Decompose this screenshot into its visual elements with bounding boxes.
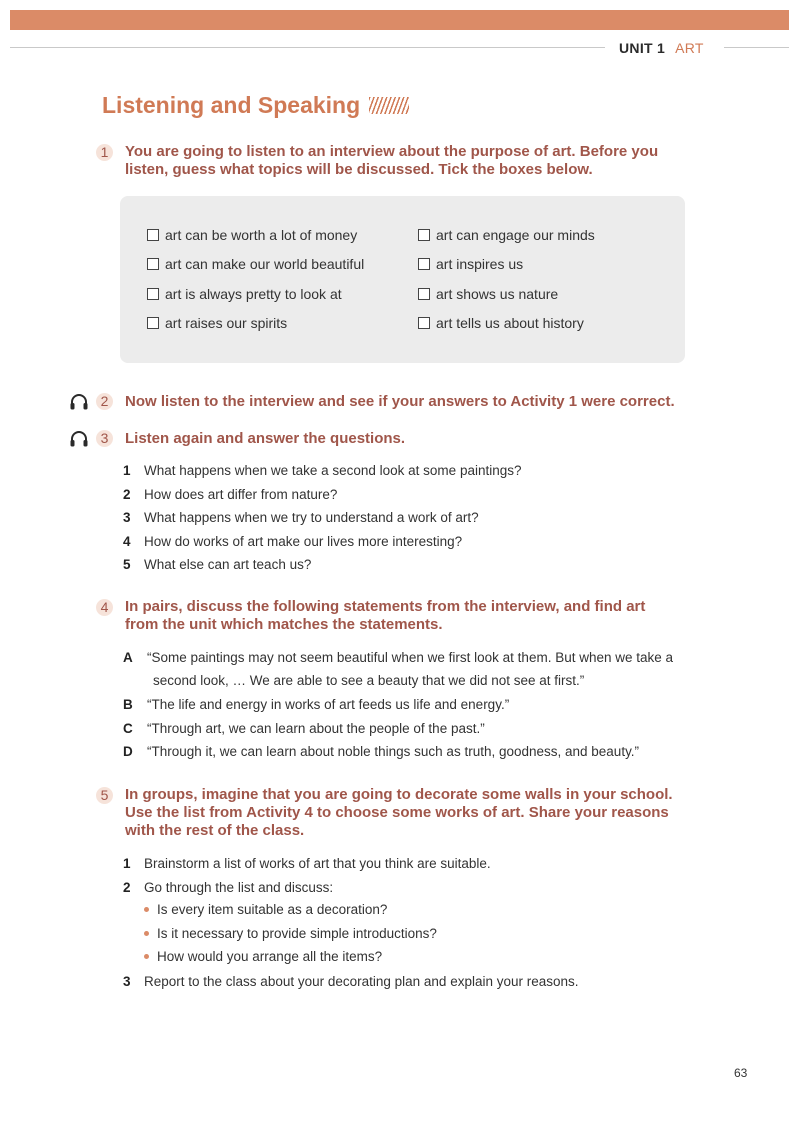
- header-rule-left: [10, 47, 605, 48]
- question-item: [123, 533, 462, 551]
- checkbox-item[interactable]: [147, 285, 342, 303]
- statement-b: [123, 696, 509, 714]
- statement-text: “Through it, we can learn about noble things such as truth, goodness, and beauty.”: [147, 744, 640, 759]
- headphones-icon: [69, 430, 89, 448]
- step-item: [123, 855, 491, 873]
- activity-5-line-1: In groups, imagine that you are going to decorate some walls in your school.: [125, 786, 673, 803]
- activity-5-line-2: Use the list from Activity 4 to choose some works of art. Share your reasons: [125, 804, 669, 821]
- checkbox-icon[interactable]: [418, 229, 430, 241]
- step-item: [123, 879, 333, 897]
- activity-4-line-1: In pairs, discuss the following statements from the interview, and find art: [125, 598, 646, 615]
- step-number: 3: [123, 974, 131, 989]
- checkbox-icon[interactable]: [147, 258, 159, 270]
- question-text: What happens when we take a second look at some paintings?: [144, 463, 522, 478]
- activity-1-title: [125, 143, 725, 179]
- checkbox-item[interactable]: [418, 285, 558, 303]
- question-text: How do works of art make our lives more interesting?: [144, 534, 463, 549]
- unit-number: UNIT 1: [619, 40, 666, 56]
- step-number: 2: [123, 880, 131, 895]
- checkbox-item[interactable]: [418, 314, 584, 332]
- step-item: [123, 973, 579, 991]
- checkbox-label: art tells us about history: [436, 315, 584, 331]
- activity-2-title: Now listen to the interview and see if your answers to Activity 1 were correct.: [125, 393, 675, 410]
- activity-4-line-2: from the unit which matches the statements.: [125, 616, 443, 633]
- question-item: [123, 486, 337, 504]
- checkbox-icon[interactable]: [418, 317, 430, 329]
- bullet-dot-icon: [144, 931, 149, 936]
- header-rule-right: [724, 47, 789, 48]
- checkbox-item[interactable]: [147, 314, 287, 332]
- question-text: What else can art teach us?: [144, 557, 312, 572]
- activity-1-line-2: listen, guess what topics will be discussed. Tick the boxes below.: [125, 161, 593, 178]
- activity-4-number: 4: [96, 599, 113, 616]
- statement-text: “Through art, we can learn about the people of the past.”: [147, 721, 485, 736]
- statement-letter: B: [123, 697, 133, 712]
- checkbox-icon[interactable]: [418, 288, 430, 300]
- section-title: Listening and Speaking: [102, 92, 361, 118]
- statement-text: “The life and energy in works of art feeds us life and energy.”: [147, 697, 510, 712]
- question-number: 2: [123, 487, 131, 502]
- activity-4-title: [125, 598, 725, 634]
- statement-letter: A: [123, 650, 133, 665]
- activity-3-number: 3: [96, 430, 113, 447]
- question-item: [123, 509, 479, 527]
- question-number: 5: [123, 557, 131, 572]
- step-text: Report to the class about your decorating plan and explain your reasons.: [144, 974, 579, 989]
- activity-1-line-1: You are going to listen to an interview about the purpose of art. Before you: [125, 143, 659, 160]
- statement-letter: D: [123, 744, 133, 759]
- bullet-text: Is every item suitable as a decoration?: [157, 902, 388, 917]
- headphones-icon: [69, 393, 89, 411]
- question-number: 4: [123, 534, 131, 549]
- bullet-item: [144, 901, 387, 919]
- question-text: How does art differ from nature?: [144, 487, 338, 502]
- activity-5-number: 5: [96, 787, 113, 804]
- step-text: Go through the list and discuss:: [144, 880, 334, 895]
- title-hatch-decoration: [369, 97, 409, 114]
- checkbox-icon[interactable]: [418, 258, 430, 270]
- checkbox-label: art can make our world beautiful: [165, 256, 365, 272]
- activity-5-line-3: with the rest of the class.: [125, 822, 305, 839]
- bullet-dot-icon: [144, 907, 149, 912]
- step-text: Brainstorm a list of works of art that you think are suitable.: [144, 856, 491, 871]
- statement-d: [123, 743, 639, 761]
- statement-a-continued: second look, … We are able to see a beauty that we did not see at first.”: [153, 673, 585, 688]
- question-item: [123, 462, 522, 480]
- checkbox-label: art inspires us: [436, 256, 524, 272]
- checkbox-label: art raises our spirits: [165, 315, 288, 331]
- statement-text: “Some paintings may not seem beautiful when we first look at them. But when we take a: [147, 650, 674, 665]
- checkbox-panel: [120, 196, 685, 363]
- bullet-item: [144, 948, 382, 966]
- activity-2-number: 2: [96, 393, 113, 410]
- checkbox-item[interactable]: [147, 255, 364, 273]
- unit-label: [619, 39, 704, 57]
- statement-c: [123, 720, 485, 738]
- bullet-dot-icon: [144, 954, 149, 959]
- activity-3-title: Listen again and answer the questions.: [125, 430, 406, 447]
- step-number: 1: [123, 856, 131, 871]
- checkbox-icon[interactable]: [147, 288, 159, 300]
- activity-5-title: [125, 786, 725, 840]
- header-bar: [10, 10, 789, 30]
- checkbox-item[interactable]: [147, 226, 357, 244]
- unit-topic: ART: [675, 40, 704, 56]
- checkbox-label: art shows us nature: [436, 286, 559, 302]
- question-text: What happens when we try to understand a work of art?: [144, 510, 479, 525]
- bullet-item: [144, 925, 437, 943]
- checkbox-icon[interactable]: [147, 317, 159, 329]
- checkbox-icon[interactable]: [147, 229, 159, 241]
- checkbox-label: art can engage our minds: [436, 227, 595, 243]
- checkbox-item[interactable]: [418, 226, 595, 244]
- statement-a: [123, 649, 673, 667]
- bullet-text: Is it necessary to provide simple introductions?: [157, 926, 437, 941]
- question-item: [123, 556, 311, 574]
- checkbox-label: art is always pretty to look at: [165, 286, 342, 302]
- bullet-text: How would you arrange all the items?: [157, 949, 383, 964]
- page-number: 63: [734, 1066, 748, 1080]
- checkbox-item[interactable]: [418, 255, 523, 273]
- question-number: 3: [123, 510, 131, 525]
- activity-1-number: 1: [96, 144, 113, 161]
- question-number: 1: [123, 463, 131, 478]
- statement-letter: C: [123, 721, 133, 736]
- checkbox-label: art can be worth a lot of money: [165, 227, 358, 243]
